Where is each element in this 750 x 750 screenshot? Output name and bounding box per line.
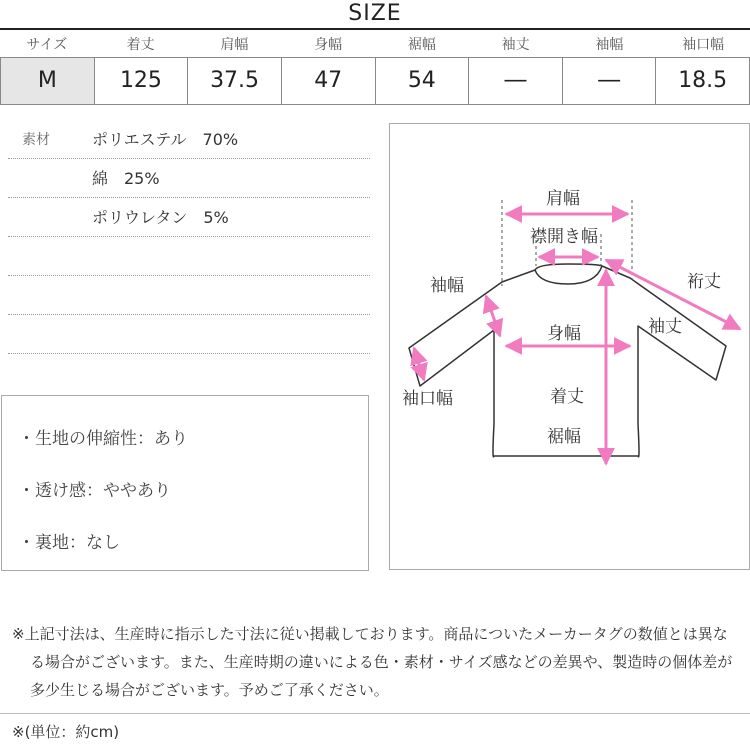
cell-size: M (0, 57, 95, 105)
label-sleeve-width: 袖幅 (430, 276, 464, 296)
cell-sleeve-length: ― (468, 57, 563, 105)
property-stretch: ・生地の伸縮性：あり (18, 429, 188, 449)
label-cuff: 袖口幅 (402, 389, 453, 409)
fabric-properties-box (1, 395, 369, 571)
cuff-arrow (414, 348, 424, 380)
header-size: サイズ (26, 37, 68, 53)
material-row (8, 121, 370, 159)
size-table-header (0, 33, 750, 57)
material-item: ポリウレタン 5% (92, 208, 229, 227)
label-neck: 襟開き幅 (530, 227, 598, 247)
label-shoulder: 肩幅 (546, 189, 580, 209)
label-sleeve-length: 袖丈 (648, 317, 682, 337)
material-row-empty (8, 238, 370, 276)
divider (0, 713, 750, 714)
material-row-empty (8, 316, 370, 354)
garment-illustration (390, 124, 750, 571)
title-underline (0, 28, 750, 30)
header-cuff-width: 袖口幅 (682, 37, 725, 53)
cell-hem-width: 54 (375, 57, 470, 105)
label-length: 着丈 (550, 387, 584, 407)
notes-text (12, 620, 742, 704)
header-shoulder: 肩幅 (220, 37, 249, 53)
header-hem-width: 裾幅 (407, 37, 436, 53)
property-lining: ・裏地：なし (18, 533, 120, 553)
cell-cuff-width: 18.5 (655, 57, 750, 105)
material-item: ポリエステル 70% (92, 130, 239, 149)
table-row (0, 57, 750, 105)
material-label: 素材 (22, 132, 50, 148)
cell-shoulder: 37.5 (187, 57, 282, 105)
label-yuki: 裄丈 (687, 272, 721, 292)
material-row-empty (8, 277, 370, 315)
material-row (8, 160, 370, 198)
unit-note: ※(単位：約cm) (12, 723, 120, 741)
material-row (8, 199, 370, 237)
header-sleeve-length: 袖丈 (501, 37, 530, 53)
material-item: 綿 25% (92, 169, 160, 188)
header-length: 着丈 (126, 37, 155, 53)
header-body-width: 身幅 (314, 37, 343, 53)
neckline (535, 264, 602, 270)
label-hem: 裾幅 (547, 427, 581, 447)
cell-length: 125 (94, 57, 189, 105)
cell-body-width: 47 (281, 57, 376, 105)
cell-sleeve-width: ― (562, 57, 657, 105)
notes-paragraph: ※上記寸法は、生産時に指示した寸法に従い掲載しております。商品についたメーカータグの数値とは異なる場合がございます。また、生産時期の違いによる色・素材・サイズ感などの差異や、製造時の個体差が多少生じる場合がございます。予めご了承ください。 (12, 625, 733, 699)
measurement-diagram (389, 123, 750, 570)
page-title: SIZE (348, 1, 402, 26)
label-body-width: 身幅 (547, 324, 581, 344)
header-sleeve-width: 袖幅 (595, 37, 624, 53)
property-sheerness: ・透け感：ややあり (18, 481, 171, 501)
